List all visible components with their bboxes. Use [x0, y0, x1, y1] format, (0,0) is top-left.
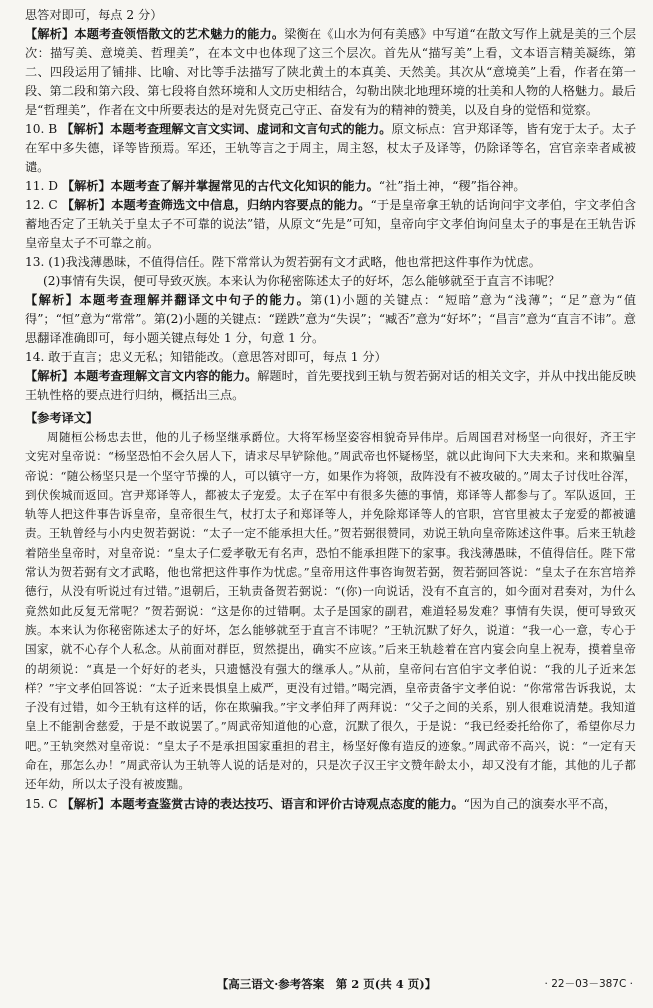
analysis-focus: 本题考查筛选文中信息，归纳内容要点的能力。: [111, 198, 371, 212]
reference-translation-body: 周随桓公杨忠去世，他的儿子杨坚继承爵位。大将军杨坚姿容相貌奇异伟岸。后周国君对杨坚一向很好，齐王宇文宪对皇帝说：“杨坚恐怕不会久居人下，请求尽早铲除他。”周武帝也怀疑杨坚，就以此询问下大夫来和。来和欺骗皇帝说：“随公杨坚只是一个坚守节操的人，可以镇守一方，如果作为将领，敌阵没有不被攻破的。”周太子讨伐吐谷浑，到伏俟城而返回。宫尹郑译等人，都被太子宠爱。太子在军中有很多失德的事情，郑译等人都参与了。军队返回，王轨等人把这件事告诉皇帝，皇帝很生气，杖打太子和郑译等人，并免除郑译等人的官职，宫官里被太子宠爱的都被谴责。王轨曾经与小内史贺若弼说：“太子一定不能承担大任。”贺若弼很赞同，劝说王轨向皇帝陈述这件事。后来王轨趁着陪坐皇帝时，对皇帝说：“皇太子仁爱孝敬无有名声，恐怕不能承担陛下的家事。我浅薄愚昧，不值得信任。陛下常常认为贺若弼有文才武略，他也常把这件事作为忧虑。”皇帝用这件事咨询贺若弼，贺若弼回答说：“皇太子在东宫培养德行，从没有听说过有过错。”退朝后，王轨责备贺若弼说：“(你)一向说话，没有不直言的，如今面对君奏对，为什么竟然如此反复无常呢？”贺若弼说：“这是你的过错啊。太子是国家的副君，难道轻易发难？事情有失误，便可导致灭族。本来认为你秘密陈述太子的好坏，怎么能够就至于直言不讳呢？”王轨沉默了好久，说道：“我一心一意，专心于国家，就不心存个人私念。从前面对群臣，贸然提出，确实不应该。”后来王轨趁着在宫内宴会向皇上祝寿，摸着皇帝的胡须说：“真是一个好好的老头，只遗憾没有强大的继承人。”从前，皇帝问右宫伯宇文孝伯说：“我的儿子近来怎样？”宇文孝伯回答说：“太子近来畏惧皇上威严，更没有过错。”喝完酒，皇帝责备宇文孝伯说：“你常常告诉我说，太子没有过错，如今王轨有这样的话，你在欺骗我。”宇文孝伯拜了两拜说：“父子之间的关系，别人很难说清楚。我知道皇上不能割舍慈爱，于是不敢说罢了。”周武帝知道他的心意，沉默了很久，于是说：“我已经委托给你了，希望你尽力吧。”王轨突然对皇帝说：“皇太子不是承担国家重担的君主，杨坚好像有造反的迹象。”周武帝不高兴，说：“一定有天命在，那怎么办！”周武帝认为王轨等人说的话是对的，只是次子汉王宇文赞年龄太小，却又没有才能，其他的儿子都还年幼，所以太子没有被废黜。: [25, 430, 636, 792]
q14-answer: 14. 敢于直言；忠义无私；知错能改。（意思答对即可，每点 1 分）: [25, 350, 387, 364]
analysis-label: 【解析】: [25, 293, 80, 307]
analysis-focus: 本题考查理解并翻译文中句子的能力。: [79, 293, 311, 307]
analysis-label: 【解析】: [61, 122, 111, 136]
q14-analysis: [25, 367, 636, 405]
q13-answer-2: (2)事情有失误，便可导致灭族。本来认为你秘密陈述太子的好坏，怎么能够就至于直言不讳呢？: [43, 274, 560, 288]
analysis-text: 原文标点：宫尹郑译等，皆有宠于太子。太子在军中多失德，译等皆预焉。军还，王轨等言之于周主，周主怒，杖太子及译等，仍除译等名，宫官亲幸者咸被谴。: [25, 122, 637, 174]
analysis-focus: 本题考查鉴赏古诗的表达技巧、语言和评价古诗观点态度的能力。: [110, 796, 464, 811]
q13-answer-1: 13. (1)我浅薄愚昧，不值得信任。陛下常常认为贺若弼有文才武略，他也常把这件事作为忧虑。: [25, 255, 541, 269]
reference-translation-title: 【参考译文】: [25, 411, 99, 425]
footer-title: 【高三语文·参考答案 第 2 页(共 4 页)】: [216, 977, 437, 991]
analysis-label: 【解析】: [25, 27, 75, 41]
q13-analysis: [25, 291, 636, 348]
question-number: 15. C: [25, 796, 58, 811]
q9-analysis: [25, 25, 636, 120]
analysis-focus: 本题考查理解文言文实词、虚词和文言句式的能力。: [110, 122, 392, 136]
question-number: 12. C: [25, 198, 58, 212]
analysis-focus: 本题考查领悟散文的艺术魅力的能力。: [74, 27, 285, 41]
analysis-focus: 本题考查理解文言文内容的能力。: [73, 369, 258, 383]
page-content: [25, 6, 636, 814]
analysis-label: 【解析】: [25, 369, 74, 383]
footer-code: · 22－03－387C ·: [544, 978, 633, 990]
q12-item: [25, 196, 636, 253]
analysis-text: 梁衡在《山水为何有美感》中写道“在散文写作上就是美的三个层次：描写美、意境美、哲理美”，在本文中也体现了这三个层次。首先从“描写美”上看，文本语言精美凝练，第二、四段运用了铺排、比喻、对比等手法描写了陕北黄土的本真美、天然美。其次从“意境美”上看，作者在第一段、第二段和第六段、第七段将自然环境和人文历史相结合，勾勒出陕北地理环境的壮美和人物的人格魅力。最后是“哲理美”，作者在文中所要表达的是对先贤克己守正、奋发有为的精神的赞美，以及自身的觉悟和觉察。: [25, 27, 637, 117]
question-number: 11. D: [25, 179, 59, 193]
analysis-text: “社”指土神，“稷”指谷神。: [378, 179, 526, 193]
analysis-text: “于是皇帝拿王轨的话询问宇文孝伯，宇文孝伯含蓄地否定了王轨关于皇太子不可靠的说法”错，从原文“先是”可知，皇帝向宇文孝伯询问皇太子的事是在王轨告诉皇帝皇太子不可靠之前。: [25, 198, 637, 250]
analysis-focus: 本题考查了解并掌握常见的古代文化知识的能力。: [110, 179, 379, 193]
analysis-label: 【解析】: [61, 796, 111, 811]
analysis-label: 【解析】: [61, 198, 112, 212]
analysis-text: “因为自己的演奏水平不高，: [463, 796, 617, 811]
question-number: 10. B: [25, 122, 58, 136]
q11-item: [25, 177, 636, 196]
analysis-text: 解题时，首先要找到王轨与贺若弼对话的相关文字，并从中找出能反映王轨性格的要点进行归纳，概括出三点。: [25, 369, 637, 402]
q9-answer-tail: 思答对即可，每点 2 分）: [25, 8, 163, 22]
q10-item: [25, 120, 636, 177]
page-footer: [0, 971, 653, 995]
q15-item: [25, 795, 636, 814]
analysis-text: 第(1)小题的关键点：“短暗”意为“浅薄”；“足”意为“值得”；“恒”意为“常常”。第(2)小题的关键点：“蹉跌”意为“失误”；“臧否”意为“好坏”；“昌言”意为“直言不讳”。意思翻译准确即可，每小题关键点每处 1 分，句意 1 分。: [25, 293, 637, 345]
analysis-label: 【解析】: [61, 179, 111, 193]
